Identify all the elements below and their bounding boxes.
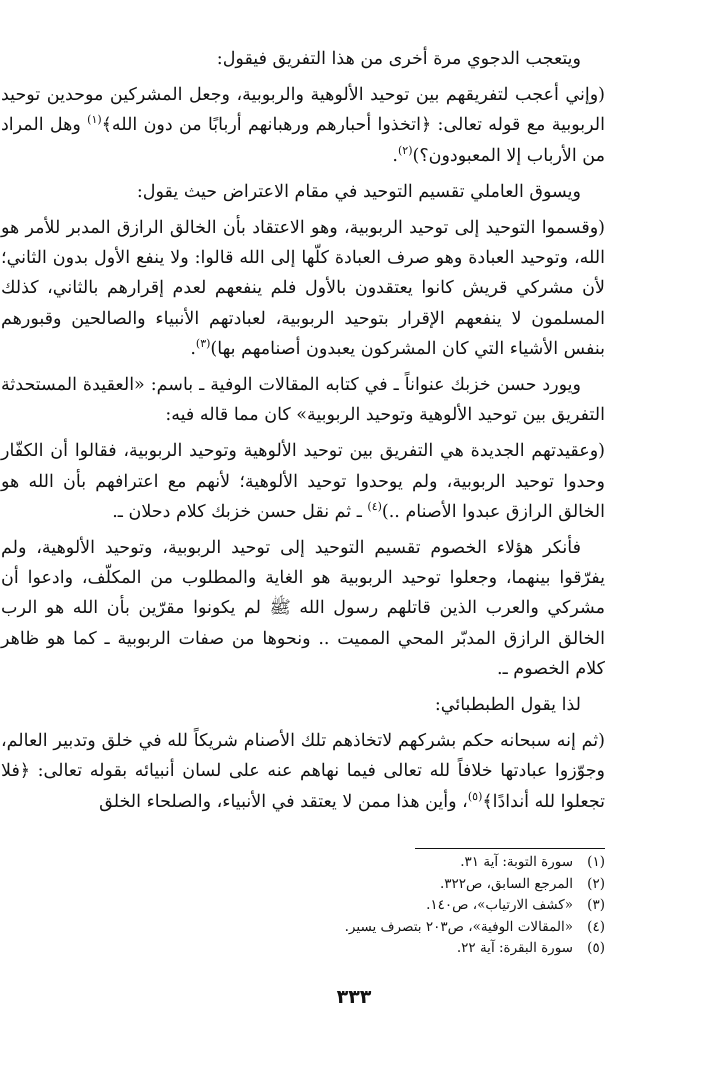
footnote: (٣) «كشف الارتياب»، ص١٤٠. <box>426 897 605 913</box>
footnote: (٥) سورة البقرة: آية ٢٢. <box>456 940 605 956</box>
footnote-ref: (٥) <box>467 789 483 803</box>
footnote-divider <box>415 848 605 849</box>
paragraph: فأنكر هؤلاء الخصوم تقسيم التوحيد إلى توحيد الربوبية، وتوحيد الألوهية، ولم يفرّقوا بينهما، وجعلوا توحيد الربوبية هو الغاية والمطلوب من المكلّف، وادعوا أن مشركي والعرب الذين قاتلهم رسول الله ﷺ لم يكونوا مقرّين بأن الله هو الرب الخالق الرازق المدبّر المحي المميت .. ونحوها من صفات الربوبية ـ كما هو ظاهر كلام الخصوم ـ. <box>1 538 605 679</box>
quote-paragraph: (وإني أعجب لتفريقهم بين توحيد الألوهية والربوبية، وجعل المشركين موحدين توحيد الربوبية مع قوله تعالى: ﴿اتخذوا أحبارهم ورهبانهم أربابًا من دون الله﴾$^{(١)}$ وهل المراد من الأرباب إلا المعبودون؟)$^{(٢)}$. <box>1 85 605 166</box>
footnote-ref: (٢) <box>398 143 413 157</box>
footnote-ref: (٣) <box>195 337 211 350</box>
footnote: (١) سورة التوبة: آية ٣١. <box>460 854 605 870</box>
paragraph: ويسوق العاملي تقسيم التوحيد في مقام الاعتراض حيث يقول: <box>136 181 581 202</box>
paragraph: لذا يقول الطبطبائي: <box>434 695 581 716</box>
footnote-ref: (١) <box>87 113 102 127</box>
quote-paragraph: (وقسموا التوحيد إلى توحيد الربوبية، وهو الاعتقاد بأن الخالق الرازق المدبر للأمر هو الله، وتوحيد العبادة وهو صرف العبادة كلّها إلى الله قالوا: ولا ينفع الأول بدون الثاني؛ لأن مشركي قريش كانوا يعتقدون بالأول فلم ينفعهم لعدم إقرارهم بالثاني، كذلك المسلمون لا ينفعهم الإقرار بتوحيد الربوبية، لعبادتهم الأنبياء والصالحين وقبورهم بنفس الأشياء التي كان المشركون يعبدون أصنامهم بها)$^{(٣)}$. <box>1 218 605 359</box>
paragraph: ويتعجب الدجوي مرة أخرى من هذا التفريق فيقول: <box>216 49 581 69</box>
page-number: ٣٣٣ <box>336 986 372 1008</box>
footnote-ref: (٤) <box>367 500 382 514</box>
quote-paragraph: (وعقيدتهم الجديدة هي التفريق بين توحيد الألوهية وتوحيد الربوبية، فقالوا أن الكفّار وحدوا توحيد الربوبية، ولم يوحدوا توحيد الألوهية؛ لأنهم مع اعترافهم بأن الله هو الخالق الرازق عبدوا الأصنام ..)$^{(٤)}$ ـ ثم نقل حسن خزبك كلام دحلان ـ. <box>1 441 605 522</box>
quote-paragraph: (ثم إنه سبحانه حكم بشركهم لاتخاذهم تلك الأصنام شريكاً لله في خلق وتدبير العالم، وجوّزوا عبادتها خلافاً لله تعالى فيما نهاهم عنه على لسان أنبيائه بقوله تعالى: ﴿فلا تجعلوا لله أندادًا﴾$^{(٥)}$، وأين هذا ممن لا يعتقد في الأنبياء، والصلحاء الخلق <box>1 731 605 812</box>
footnote: (٤) «المقالات الوفية»، ص٢٠٣ بتصرف يسير. <box>344 918 605 935</box>
footnotes <box>1 852 605 960</box>
body-text <box>1 44 605 817</box>
paragraph: ويورد حسن خزبك عنواناً ـ في كتابه المقالات الوفية ـ باسم: «العقيدة المستحدثة التفريق بين توحيد الألوهية وتوحيد الربوبية» كان مما قاله فيه: <box>1 375 605 426</box>
footnote: (٢) المرجع السابق، ص٣٢٢. <box>439 875 605 892</box>
